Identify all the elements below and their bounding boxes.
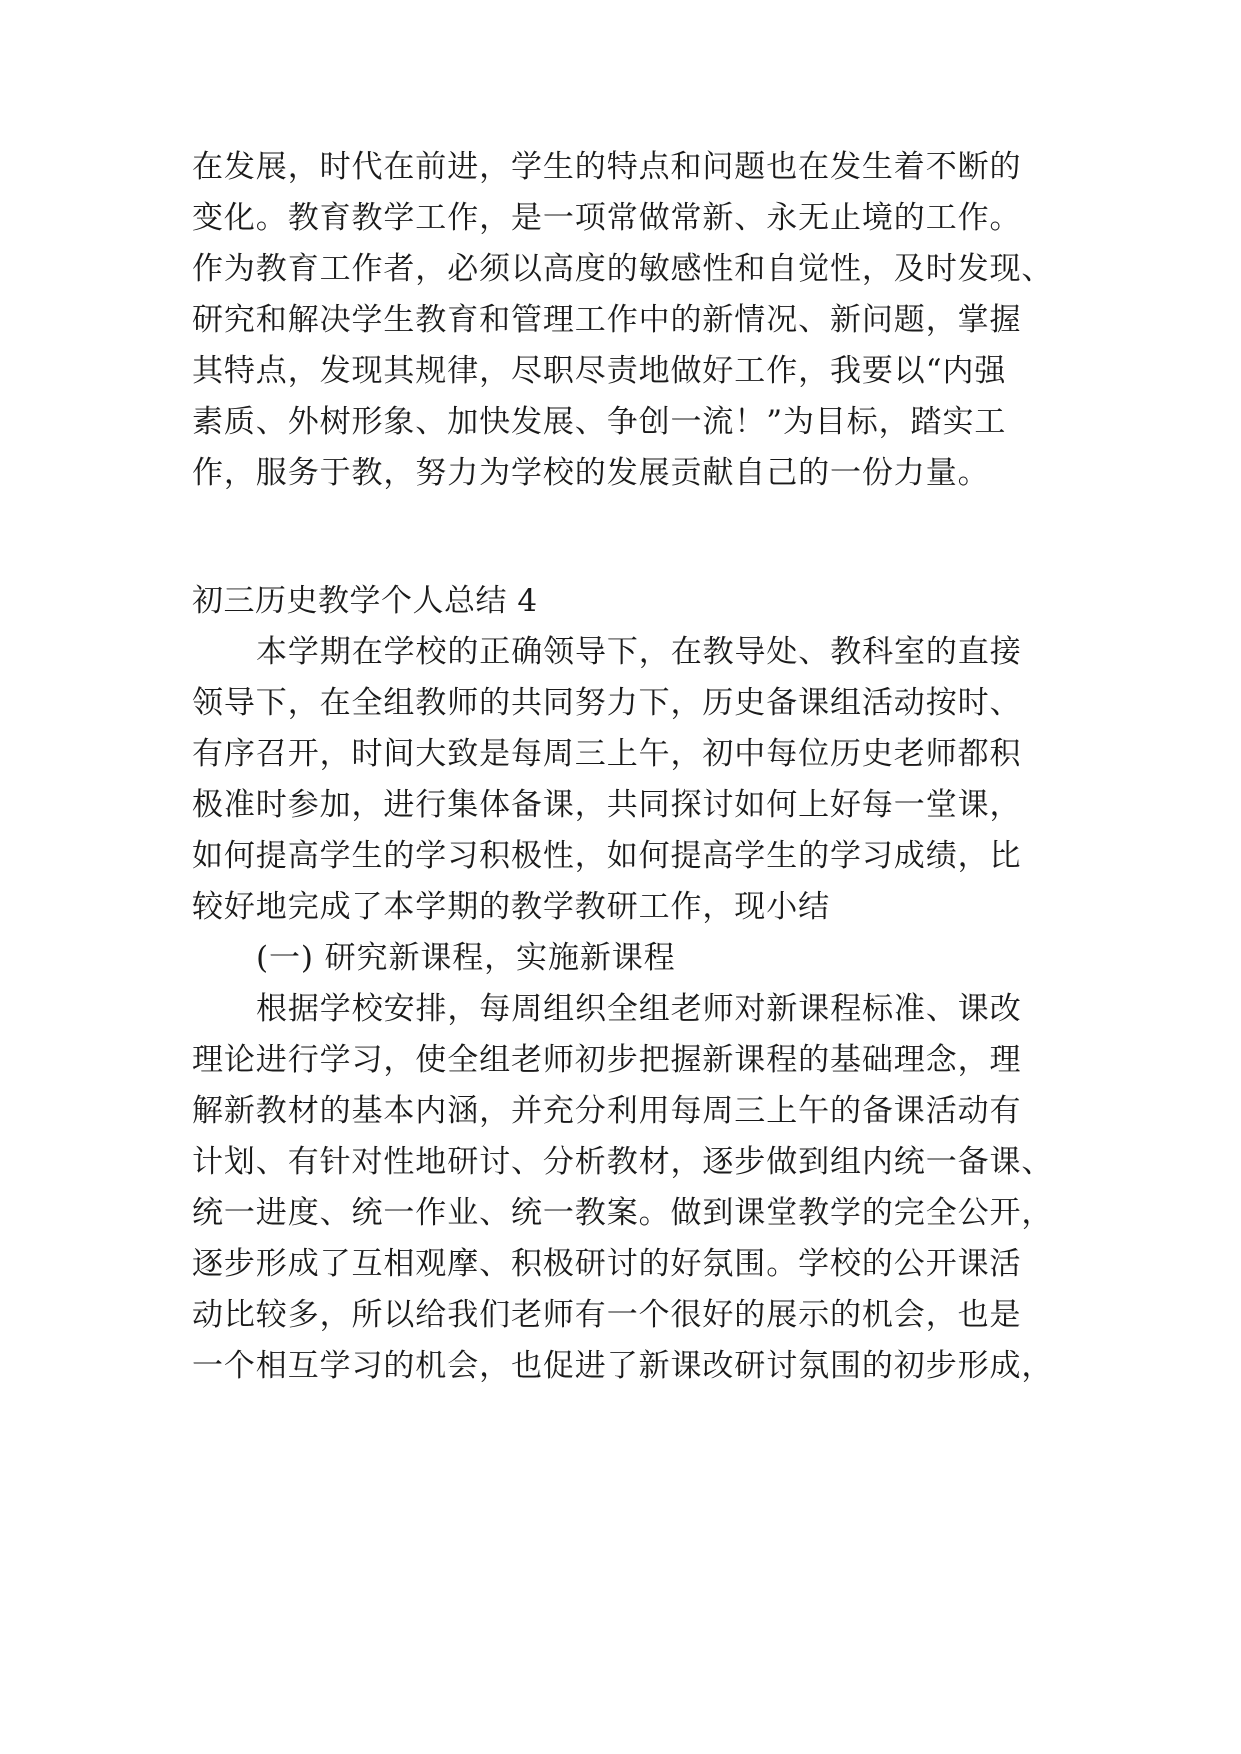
paragraph-line: 其特点，发现其规律，尽职尽责地做好工作，我要以“内强: [192, 353, 1007, 389]
paragraph-line: 解新教材的基本内涵，并充分利用每周三上午的备课活动有: [192, 1093, 1022, 1129]
paragraph-line: 领导下，在全组教师的共同努力下，历史备课组活动按时、: [192, 685, 1022, 721]
paragraph-line: 统一进度、统一作业、统一教案。做到课堂教学的完全公开，: [192, 1195, 1054, 1231]
paragraph-line: 变化。教育教学工作，是一项常做常新、永无止境的工作。: [192, 200, 1022, 236]
paragraph-line: 有序召开，时间大致是每周三上午，初中每位历史老师都积: [192, 736, 1022, 772]
paragraph-line: 计划、有针对性地研讨、分析教材，逐步做到组内统一备课、: [192, 1144, 1054, 1180]
paragraph-line: 素质、外树形象、加快发展、争创一流！”为目标，踏实工: [192, 404, 1007, 440]
paragraph-line: 作，服务于教，努力为学校的发展贡献自己的一份力量。: [192, 455, 990, 491]
section-heading: 初三历史教学个人总结 4: [192, 583, 538, 619]
paragraph-line: 研究和解决学生教育和管理工作中的新情况、新问题，掌握: [192, 302, 1022, 338]
paragraph-line: 如何提高学生的学习积极性，如何提高学生的学习成绩，比: [192, 838, 1022, 874]
paragraph-line: 逐步形成了互相观摩、积极研讨的好氛围。学校的公开课活: [192, 1246, 1022, 1282]
paragraph-line: 在发展，时代在前进，学生的特点和问题也在发生着不断的: [192, 149, 1022, 185]
subsection-heading: (一) 研究新课程，实施新课程: [256, 940, 676, 976]
paragraph-line: 极准时参加，进行集体备课，共同探讨如何上好每一堂课，: [192, 787, 1022, 823]
paragraph-line: 作为教育工作者，必须以高度的敏感性和自觉性，及时发现、: [192, 251, 1054, 287]
paragraph-line: 理论进行学习，使全组老师初步把握新课程的基础理念，理: [192, 1042, 1022, 1078]
paragraph-line: 动比较多，所以给我们老师有一个很好的展示的机会，也是: [192, 1297, 1022, 1333]
paragraph-line: 根据学校安排，每周组织全组老师对新课程标准、课改: [256, 991, 1022, 1027]
paragraph-line: 较好地完成了本学期的教学教研工作，现小结: [192, 889, 830, 925]
paragraph-line: 本学期在学校的正确领导下，在教导处、教科室的直接: [256, 634, 1022, 670]
paragraph-line: 一个相互学习的机会，也促进了新课改研讨氛围的初步形成，: [192, 1348, 1054, 1384]
